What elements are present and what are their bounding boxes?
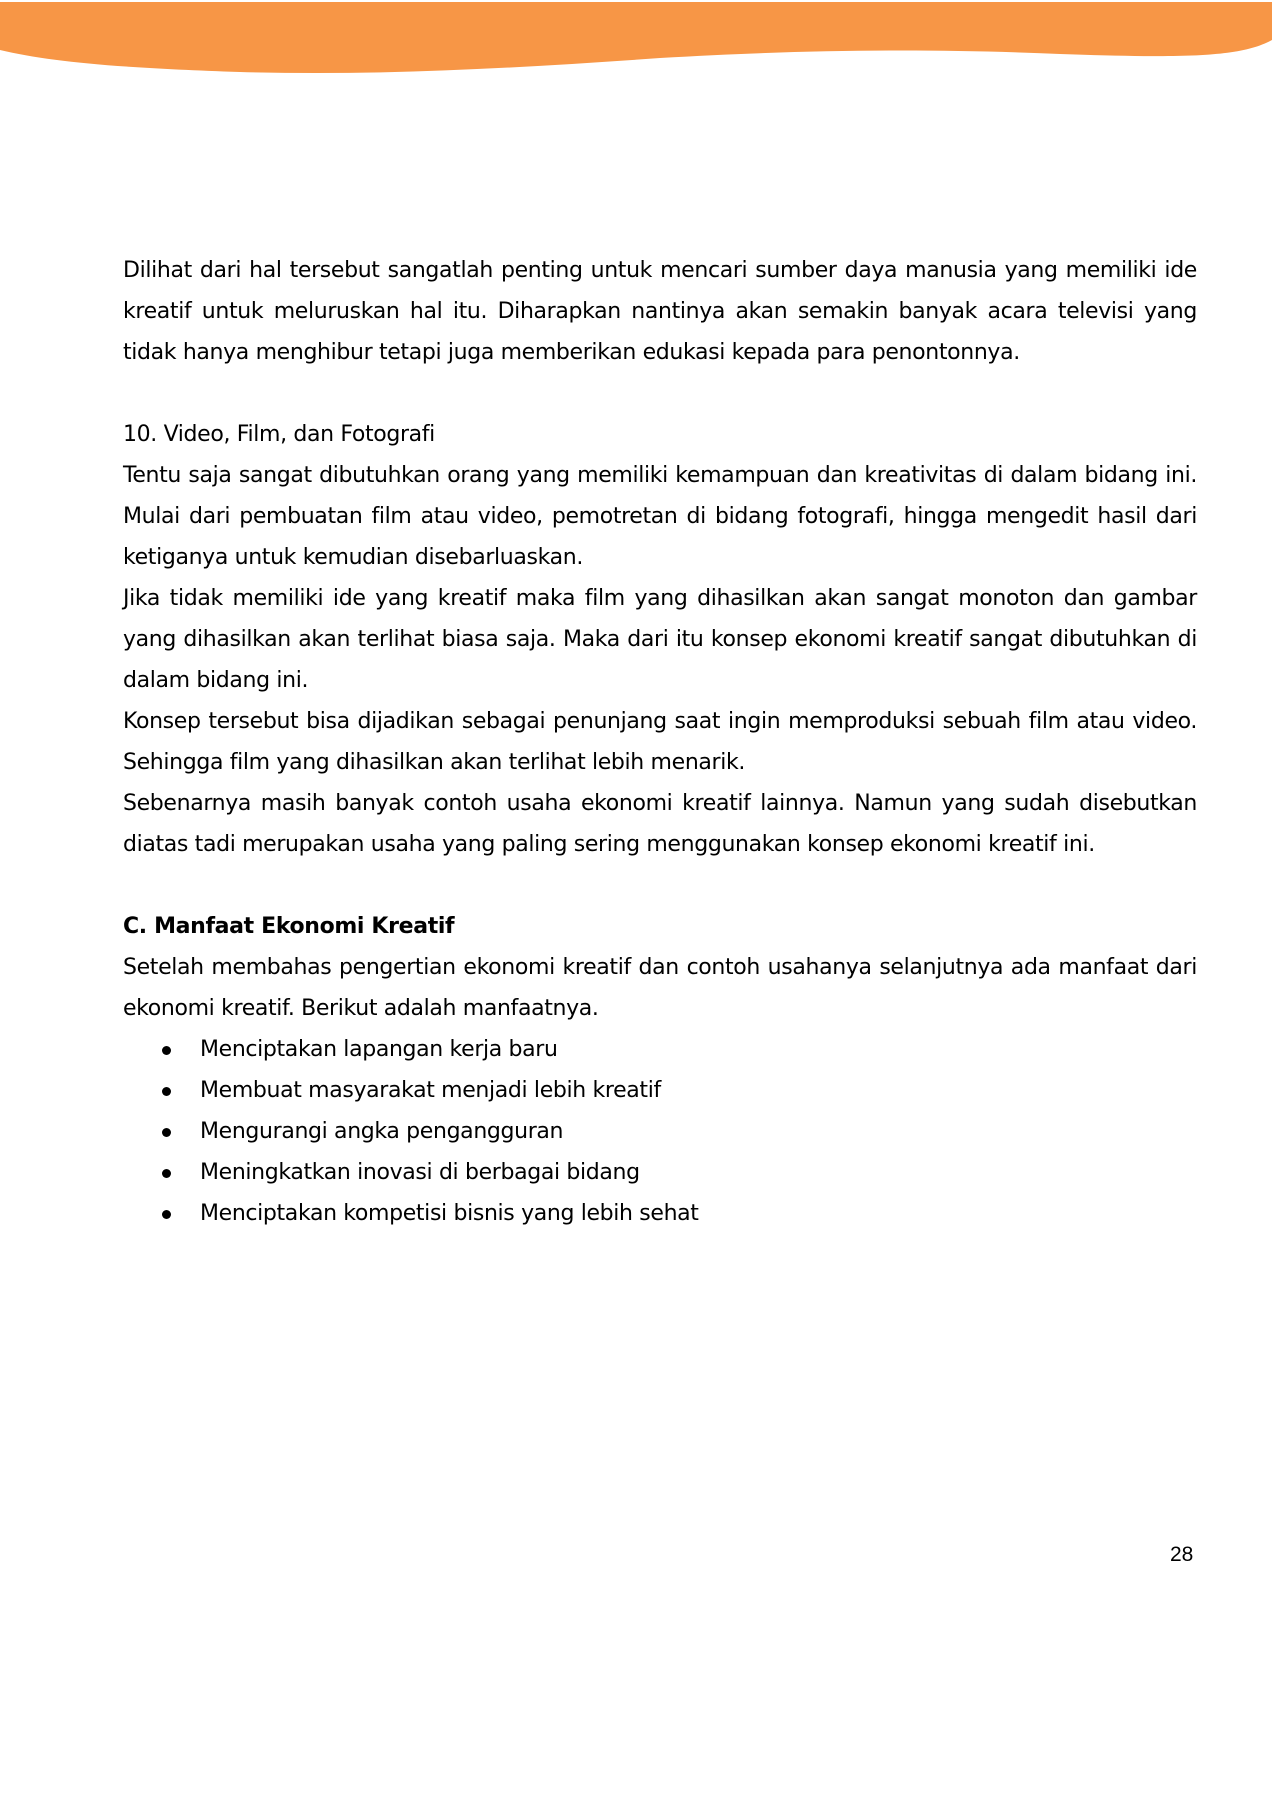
bullet-icon: [162, 1087, 171, 1096]
section-10-paragraph: Sebenarnya masih banyak contoh usaha ekonomi kreatif lainnya. Namun yang sudah disebutkan diatas tadi merupakan usaha yang paling sering menggunakan konsep ekonomi kreatif ini.: [123, 791, 1197, 857]
intro-paragraph: Dilihat dari hal tersebut sangatlah penting untuk mencari sumber daya manusia yang memiliki ide kreatif untuk meluruskan hal itu. Diharapkan nantinya akan semakin banyak acara televisi yang tidak hanya menghibur tetapi juga memberikan edukasi kepada para penontonnya.: [123, 258, 1197, 365]
orange-wave-shape: [0, 2, 1272, 73]
benefit-text: Menciptakan lapangan kerja baru: [200, 1037, 558, 1062]
benefit-text: Mengurangi angka pengangguran: [200, 1119, 564, 1144]
section-10-paragraph: Konsep tersebut bisa dijadikan sebagai penunjang saat ingin memproduksi sebuah film atau video. Sehingga film yang dihasilkan akan terlihat lebih menarik.: [123, 709, 1197, 775]
list-item: [123, 1111, 1197, 1152]
spacer: [123, 373, 1197, 414]
bullet-icon: [162, 1046, 171, 1055]
benefit-text: Membuat masyarakat menjadi lebih kreatif: [200, 1078, 661, 1103]
benefit-text: Meningkatkan inovasi di berbagai bidang: [200, 1160, 640, 1185]
section-10-paragraph: Tentu saja sangat dibutuhkan orang yang memiliki kemampuan dan kreativitas di dalam bidang ini. Mulai dari pembuatan film atau video, pemotretan di bidang fotografi, hingga mengedit hasil dari ketiganya untuk kemudian disebarluaskan.: [123, 463, 1197, 570]
header-wave-decoration: [0, 0, 1272, 80]
spacer: [123, 865, 1197, 906]
list-item: [123, 1152, 1197, 1193]
section-10-paragraph: Jika tidak memiliki ide yang kreatif maka film yang dihasilkan akan sangat monoton dan gambar yang dihasilkan akan terlihat biasa saja. Maka dari itu konsep ekonomi kreatif sangat dibutuhkan di dalam bidang ini.: [123, 586, 1197, 693]
section-c-heading: C. Manfaat Ekonomi Kreatif: [123, 914, 455, 939]
bullet-icon: [162, 1169, 171, 1178]
list-item: [123, 1070, 1197, 1111]
benefits-list: [123, 1029, 1197, 1234]
bullet-icon: [162, 1128, 171, 1137]
section-10-title: 10. Video, Film, dan Fotografi: [123, 422, 435, 447]
list-item: [123, 1029, 1197, 1070]
page-content: [123, 250, 1197, 1234]
benefit-text: Menciptakan kompetisi bisnis yang lebih sehat: [200, 1201, 699, 1226]
bullet-icon: [162, 1210, 171, 1219]
list-item: [123, 1193, 1197, 1234]
section-c-intro: Setelah membahas pengertian ekonomi kreatif dan contoh usahanya selanjutnya ada manfaat dari ekonomi kreatif. Berikut adalah manfaatnya.: [123, 955, 1197, 1021]
page-number: 28: [1170, 1543, 1194, 1566]
